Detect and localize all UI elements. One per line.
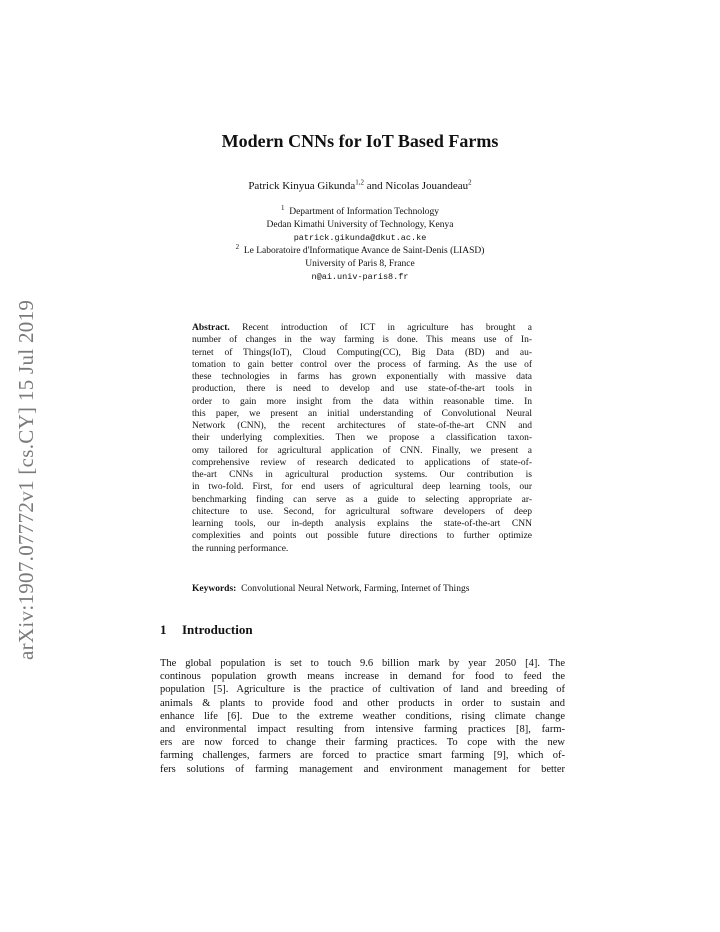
abstract-line: chitecture to use. Second, for agricultural software developers of deep xyxy=(192,506,532,517)
body-line: enhance life [6]. Due to the extreme weather conditions, rising climate change xyxy=(160,710,565,722)
abstract-line: comprehensive review of research dedicated to applications of state-of- xyxy=(192,457,532,468)
body-line: and environmental impact resulting from intensive farming practices [8], farm- xyxy=(160,724,565,736)
abstract-line: omy tailored for agricultural application of CNN. Finally, we present a xyxy=(192,445,532,456)
section-number: 1 xyxy=(160,622,167,637)
affiliation-1-email[interactable]: patrick.gikunda@dkut.ac.ke xyxy=(293,233,427,243)
affiliation-text: Department of Information Technology xyxy=(289,207,440,217)
abstract-line: tomation to gain better control over the process of farming. As the use of xyxy=(192,359,532,370)
author-name: Patrick Kinyua Gikunda xyxy=(248,180,356,192)
abstract-line: their underlying complexities. Then we propose a classification taxon- xyxy=(192,433,532,444)
paper-title: Modern CNNs for IoT Based Farms xyxy=(221,131,499,151)
affiliation-mark: 2 xyxy=(235,242,240,251)
author-affiliation-mark: 2 xyxy=(468,178,472,187)
abstract-line: production, there is need to develop and use state-of-the-art tools in xyxy=(192,384,532,395)
affiliations xyxy=(0,203,720,284)
body-line: ers are now forced to change their farming practices. To cope with the new xyxy=(160,737,565,749)
abstract-line: number of changes in the way farming is done. This means use of In- xyxy=(192,335,532,346)
body-line: continous population growth means increase in demand for food to feed the xyxy=(160,671,565,683)
body-line: population [5]. Agriculture is the practice of cultivation of land and breeding of xyxy=(160,684,565,696)
abstract-line: these technologies in farms has grown exponentially with massive data xyxy=(192,372,532,382)
abstract-line: the running performance. xyxy=(192,543,289,554)
abstract-line: learning tools, our in-depth analysis explains the state-of-the-art CNN xyxy=(192,519,532,529)
affiliation-text: Le Laboratoire d'Informatique Avance de Saint-Denis (LIASD) xyxy=(243,246,485,256)
introduction-paragraph xyxy=(160,657,565,776)
author-affiliation-mark: 1,2 xyxy=(355,178,364,187)
abstract xyxy=(192,322,532,555)
keywords-label: Keywords: xyxy=(192,584,237,594)
body-line: The global population is set to touch 9.6 billion mark by year 2050 [4]. The xyxy=(160,658,565,669)
abstract-line xyxy=(192,322,532,334)
abstract-line: complexities and points out possible future directions to further optimize xyxy=(192,531,532,542)
keywords-text: Convolutional Neural Network, Farming, Internet of Things xyxy=(241,584,470,594)
section-title: Introduction xyxy=(182,622,253,637)
abstract-line: order to gain more insight from the data within reasonable time. In xyxy=(192,396,532,407)
abstract-line: in two-fold. First, for end users of agricultural deep learning tools, our xyxy=(192,482,532,493)
author-name: Nicolas Jouandeau xyxy=(385,180,469,192)
body-line: fers solutions of farming management and environment management for better xyxy=(160,763,565,775)
abstract-label: Abstract. xyxy=(192,323,230,333)
abstract-line: ternet of Things(IoT), Cloud Computing(CC), Big Data (BD) and au- xyxy=(192,347,532,358)
affiliation-2-line1 xyxy=(0,242,720,258)
abstract-line: benchmarking finding can serve as a guide to selecting appropriate ar- xyxy=(192,494,532,505)
abstract-line: this paper, we present an initial understanding of Convolutional Neural xyxy=(192,408,532,419)
affiliation-2-line2: University of Paris 8, France xyxy=(305,259,415,269)
affiliation-1-line1 xyxy=(0,203,720,219)
author-list xyxy=(0,180,720,192)
author-conjunction: and xyxy=(364,180,386,192)
keywords xyxy=(192,583,537,595)
affiliation-mark: 1 xyxy=(280,203,285,212)
body-line: farming challenges, farmers are forced to practice smart farming [9], which of- xyxy=(160,750,565,762)
affiliation-1-line2: Dedan Kimathi University of Technology, Kenya xyxy=(266,220,454,230)
abstract-line: the-art CNNs in agricultural production systems. Our contribution is xyxy=(192,470,532,480)
affiliation-2-email[interactable]: n@ai.univ-paris8.fr xyxy=(311,272,409,282)
section-heading-introduction xyxy=(160,622,253,638)
body-line: animals & plants to provide food and other products in order to sustain and xyxy=(160,697,565,709)
arxiv-identifier: arXiv:1907.07772v1 [cs.CY] 15 Jul 2019 xyxy=(14,299,38,660)
abstract-text: Recent introduction of ICT in agriculture has brought a xyxy=(242,323,533,333)
abstract-line: Network (CNN), the recent architectures of state-of-the-art CNN and xyxy=(192,421,532,431)
